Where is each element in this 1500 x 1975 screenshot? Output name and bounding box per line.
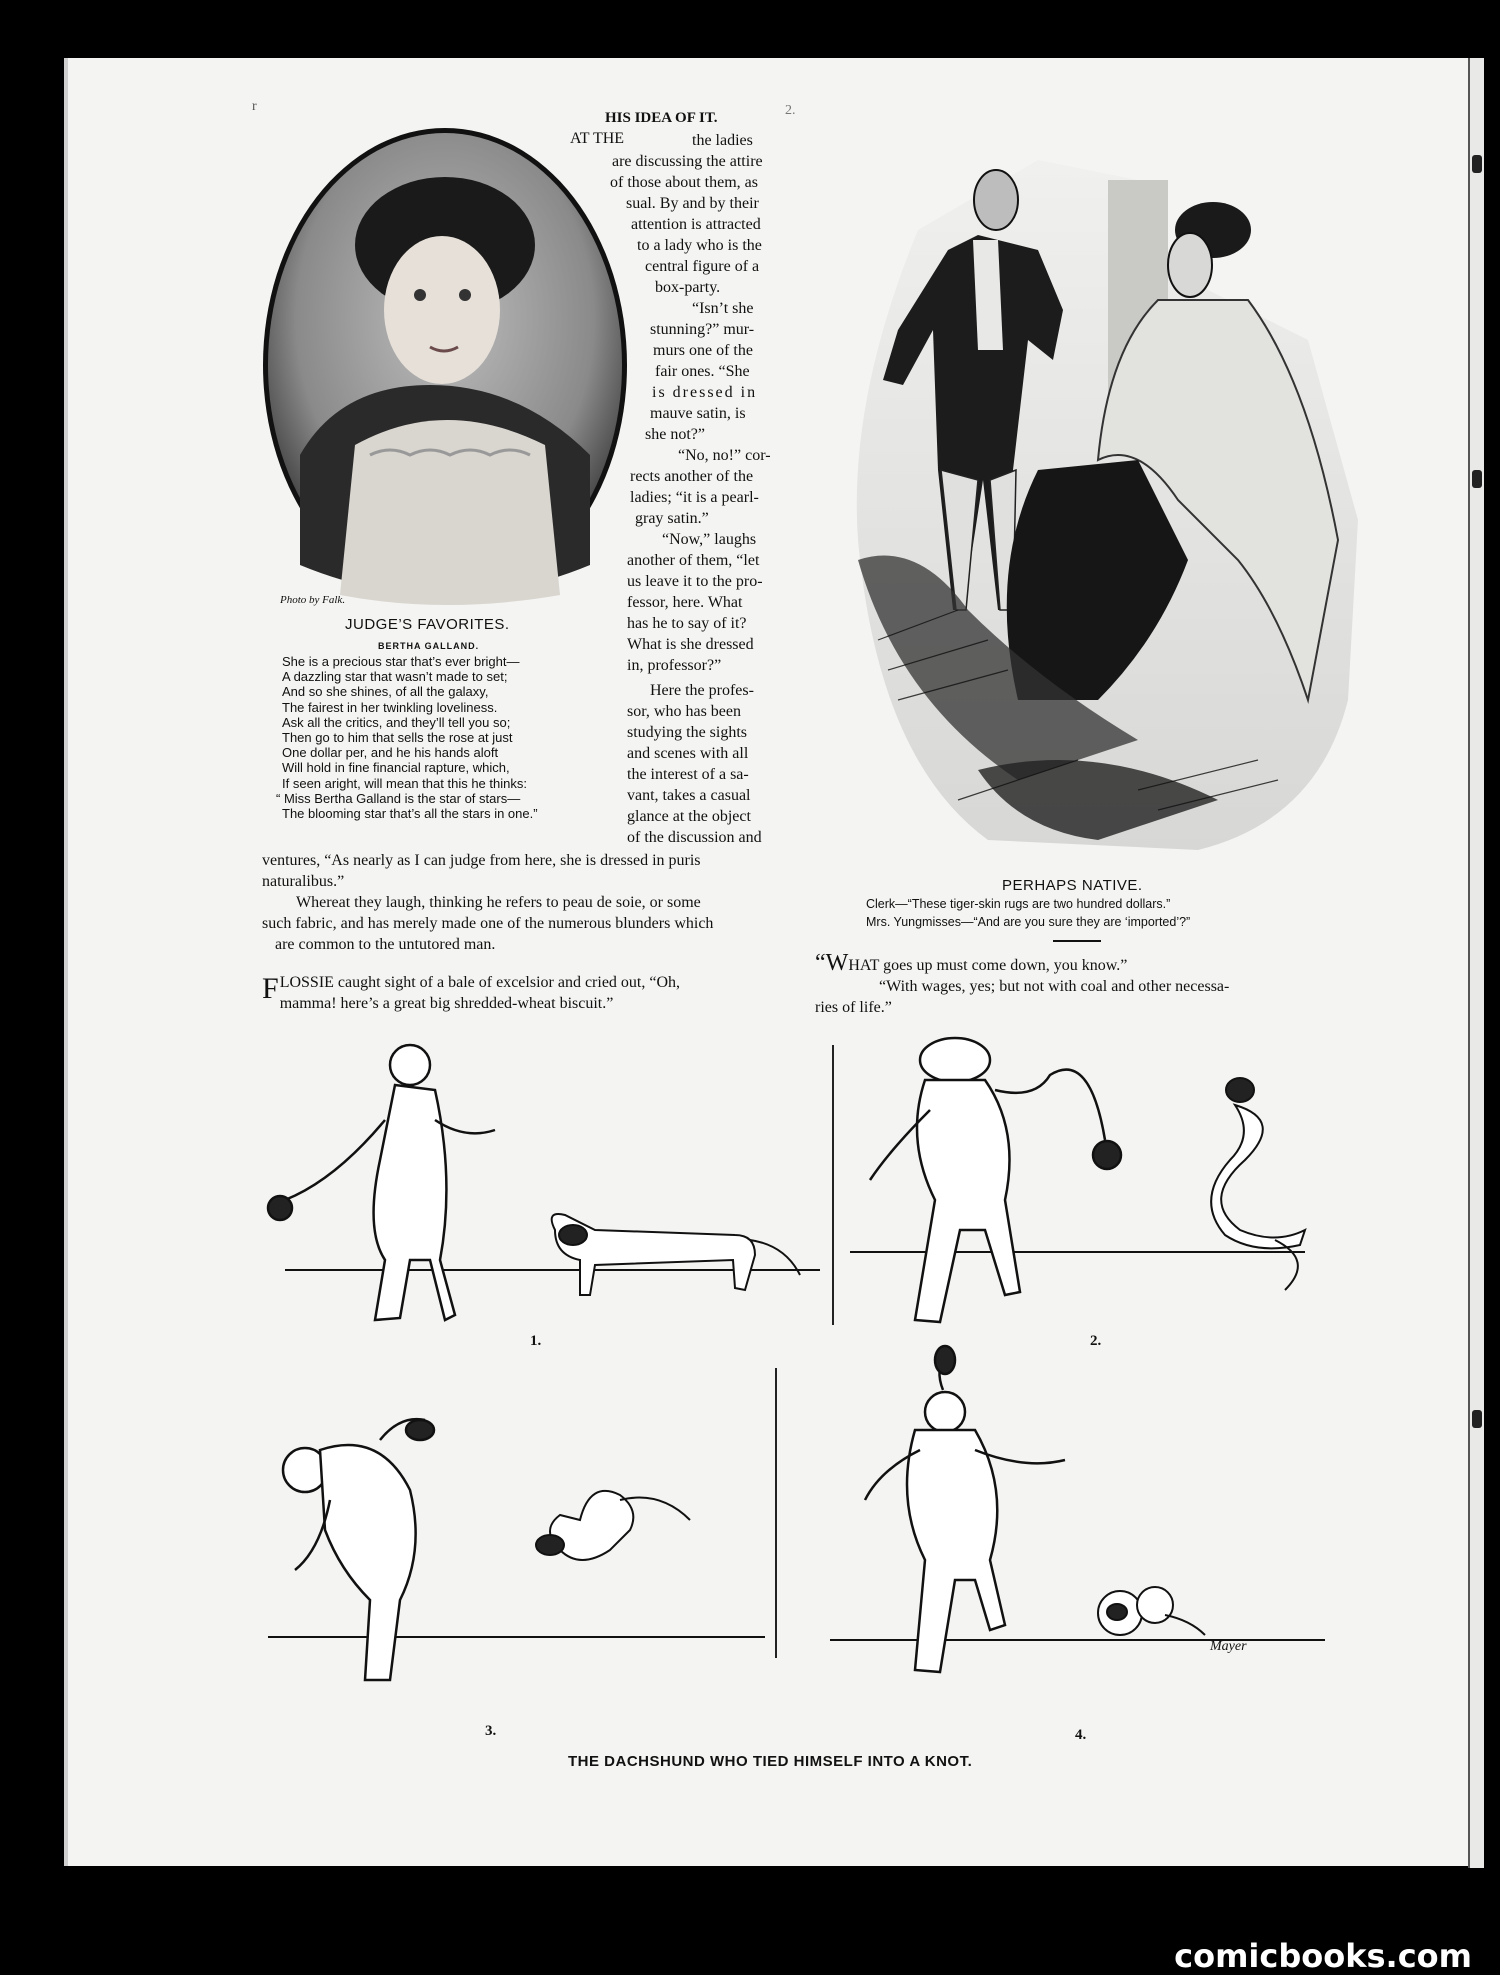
article-line: central figure of a — [645, 258, 760, 275]
article-title: HIS IDEA OF IT. — [605, 110, 718, 126]
poem-line: If seen aright, will mean that this he thinks: — [282, 775, 527, 791]
comic-panel-1 — [255, 1030, 825, 1340]
article-line: “Isn’t she — [692, 300, 754, 317]
article-full-line: ventures, “As nearly as I can judge from here, she is dressed in puris — [262, 852, 701, 869]
article-line: Here the profes- — [650, 682, 754, 699]
poem-line: “ Miss Bertha Galland is the star of stars— — [276, 790, 521, 806]
article-line: sual. By and by their — [626, 195, 759, 212]
binding-mark — [1472, 470, 1482, 488]
comic-panel-3 — [260, 1400, 770, 1700]
article-full-line: are common to the untutored man. — [275, 936, 496, 953]
poem-line: One dollar per, and he his hands aloft — [282, 745, 499, 761]
poem-line: Ask all the critics, and they’ll tell you so; — [282, 714, 511, 730]
article-line: the ladies — [692, 132, 753, 149]
photo-credit: Photo by Falk. — [280, 594, 346, 606]
panel-number: 4. — [1075, 1727, 1087, 1743]
what-goes-up-text: HAT goes up must come down, you know.” — [848, 957, 1128, 974]
what-goes-up-line — [815, 950, 1340, 976]
poem-line: And so she shines, of all the galaxy, — [282, 684, 489, 700]
opening-words: AT THE — [570, 130, 625, 147]
article-opening — [570, 130, 624, 148]
poem-line: The blooming star that’s all the stars in one.” — [282, 806, 538, 822]
article-line: is dressed in — [652, 384, 758, 401]
article-full-line: such fabric, and has merely made one of the numerous blunders which — [262, 915, 714, 932]
binding-mark — [1472, 155, 1482, 173]
what-goes-up-joke — [815, 950, 1340, 1018]
panel-number: 2. — [1090, 1333, 1102, 1349]
portrait-subtitle: BERTHA GALLAND. — [378, 641, 480, 651]
article-line: are discussing the attire — [612, 153, 763, 170]
article-line: fair ones. “She — [655, 363, 750, 380]
article-line: “Now,” laughs — [662, 531, 757, 548]
comic-panel-4 — [825, 1350, 1335, 1695]
panel-number: 3. — [485, 1723, 497, 1739]
flossie-initial: F — [262, 972, 279, 1005]
poem-line: She is a precious star that’s ever bright— — [282, 654, 520, 669]
tiger-rug-illustration — [838, 140, 1363, 852]
article-line: attention is attracted — [631, 216, 761, 233]
corner-mark: 2. — [785, 103, 796, 118]
article-line: vant, takes a casual — [627, 787, 751, 804]
panel-number: 1. — [530, 1333, 542, 1349]
portrait-oval — [260, 125, 630, 605]
article-line: in, professor?” — [627, 657, 722, 674]
article-line: “No, no!” cor- — [678, 447, 771, 464]
illustration-caption-line: Clerk—“These tiger-skin rugs are two hundred dollars.” — [866, 897, 1171, 911]
poem-line: Will hold in fine financial rapture, which, — [282, 760, 510, 776]
article-line: What is she dressed — [627, 636, 754, 653]
comic-title: THE DACHSHUND WHO TIED HIMSELF INTO A KNOT. — [568, 1753, 973, 1770]
article-line: mauve satin, is — [650, 405, 746, 422]
article-line: has he to say of it? — [627, 615, 747, 632]
artist-signature: Mayer — [1210, 1639, 1247, 1654]
article-line: rects another of the — [630, 468, 754, 485]
article-line: stunning?” mur- — [650, 321, 755, 338]
article-line: of the discussion and — [627, 829, 762, 846]
illustration-caption-title: PERHAPS NATIVE. — [1002, 877, 1143, 894]
article-line: fessor, here. What — [627, 594, 743, 611]
article-line: murs one of the — [653, 342, 753, 359]
what-goes-up-open: “W — [815, 950, 849, 976]
article-line: gray satin.” — [635, 510, 709, 527]
poem-line: Then go to him that sells the rose at just — [282, 730, 513, 746]
site-watermark: comicbooks.com — [1174, 1937, 1472, 1975]
article-full-line: naturalibus.” — [262, 873, 345, 890]
article-line: of those about them, as — [610, 174, 758, 191]
flossie-line: mamma! here’s a great big shredded-wheat biscuit.” — [279, 995, 614, 1012]
binding-mark — [1472, 1410, 1482, 1428]
article-line: and scenes with all — [627, 745, 749, 762]
portrait-title: JUDGE’S FAVORITES. — [345, 616, 510, 633]
illustration-caption-line: Mrs. Yungmisses—“And are you sure they are ‘imported’?” — [866, 915, 1191, 929]
article-line: she not?” — [645, 426, 705, 443]
article-full-line: Whereat they laugh, thinking he refers to peau de soie, or some — [296, 894, 701, 911]
article-line: us leave it to the pro- — [627, 573, 763, 590]
left-margin-mark: r — [252, 99, 257, 114]
what-goes-up-line: ries of life.” — [815, 999, 892, 1016]
what-goes-up-line: “With wages, yes; but not with coal and other necessa- — [879, 978, 1230, 995]
article-line: glance at the object — [627, 808, 751, 825]
divider-line — [1053, 940, 1101, 942]
flossie-joke — [262, 972, 792, 1014]
poem — [276, 654, 622, 822]
article-line: ladies; “it is a pearl- — [630, 489, 759, 506]
poem-line: A dazzling star that wasn’t made to set; — [282, 669, 508, 685]
article-line: the interest of a sa- — [627, 766, 749, 783]
comic-divider-vertical — [775, 1368, 777, 1658]
comic-panel-2 — [845, 1030, 1345, 1330]
poem-line: The fairest in her twinkling loveliness. — [282, 699, 498, 715]
comic-divider-vertical — [832, 1045, 834, 1325]
article-line: to a lady who is the — [637, 237, 762, 254]
article-line: another of them, “let — [627, 552, 760, 569]
flossie-line: LOSSIE caught sight of a bale of excelsior and cried out, “Oh, — [279, 974, 681, 991]
article-line: box-party. — [655, 279, 721, 296]
article-line: studying the sights — [627, 724, 748, 741]
article-line: sor, who has been — [627, 703, 741, 720]
page-edge — [1468, 58, 1484, 1868]
